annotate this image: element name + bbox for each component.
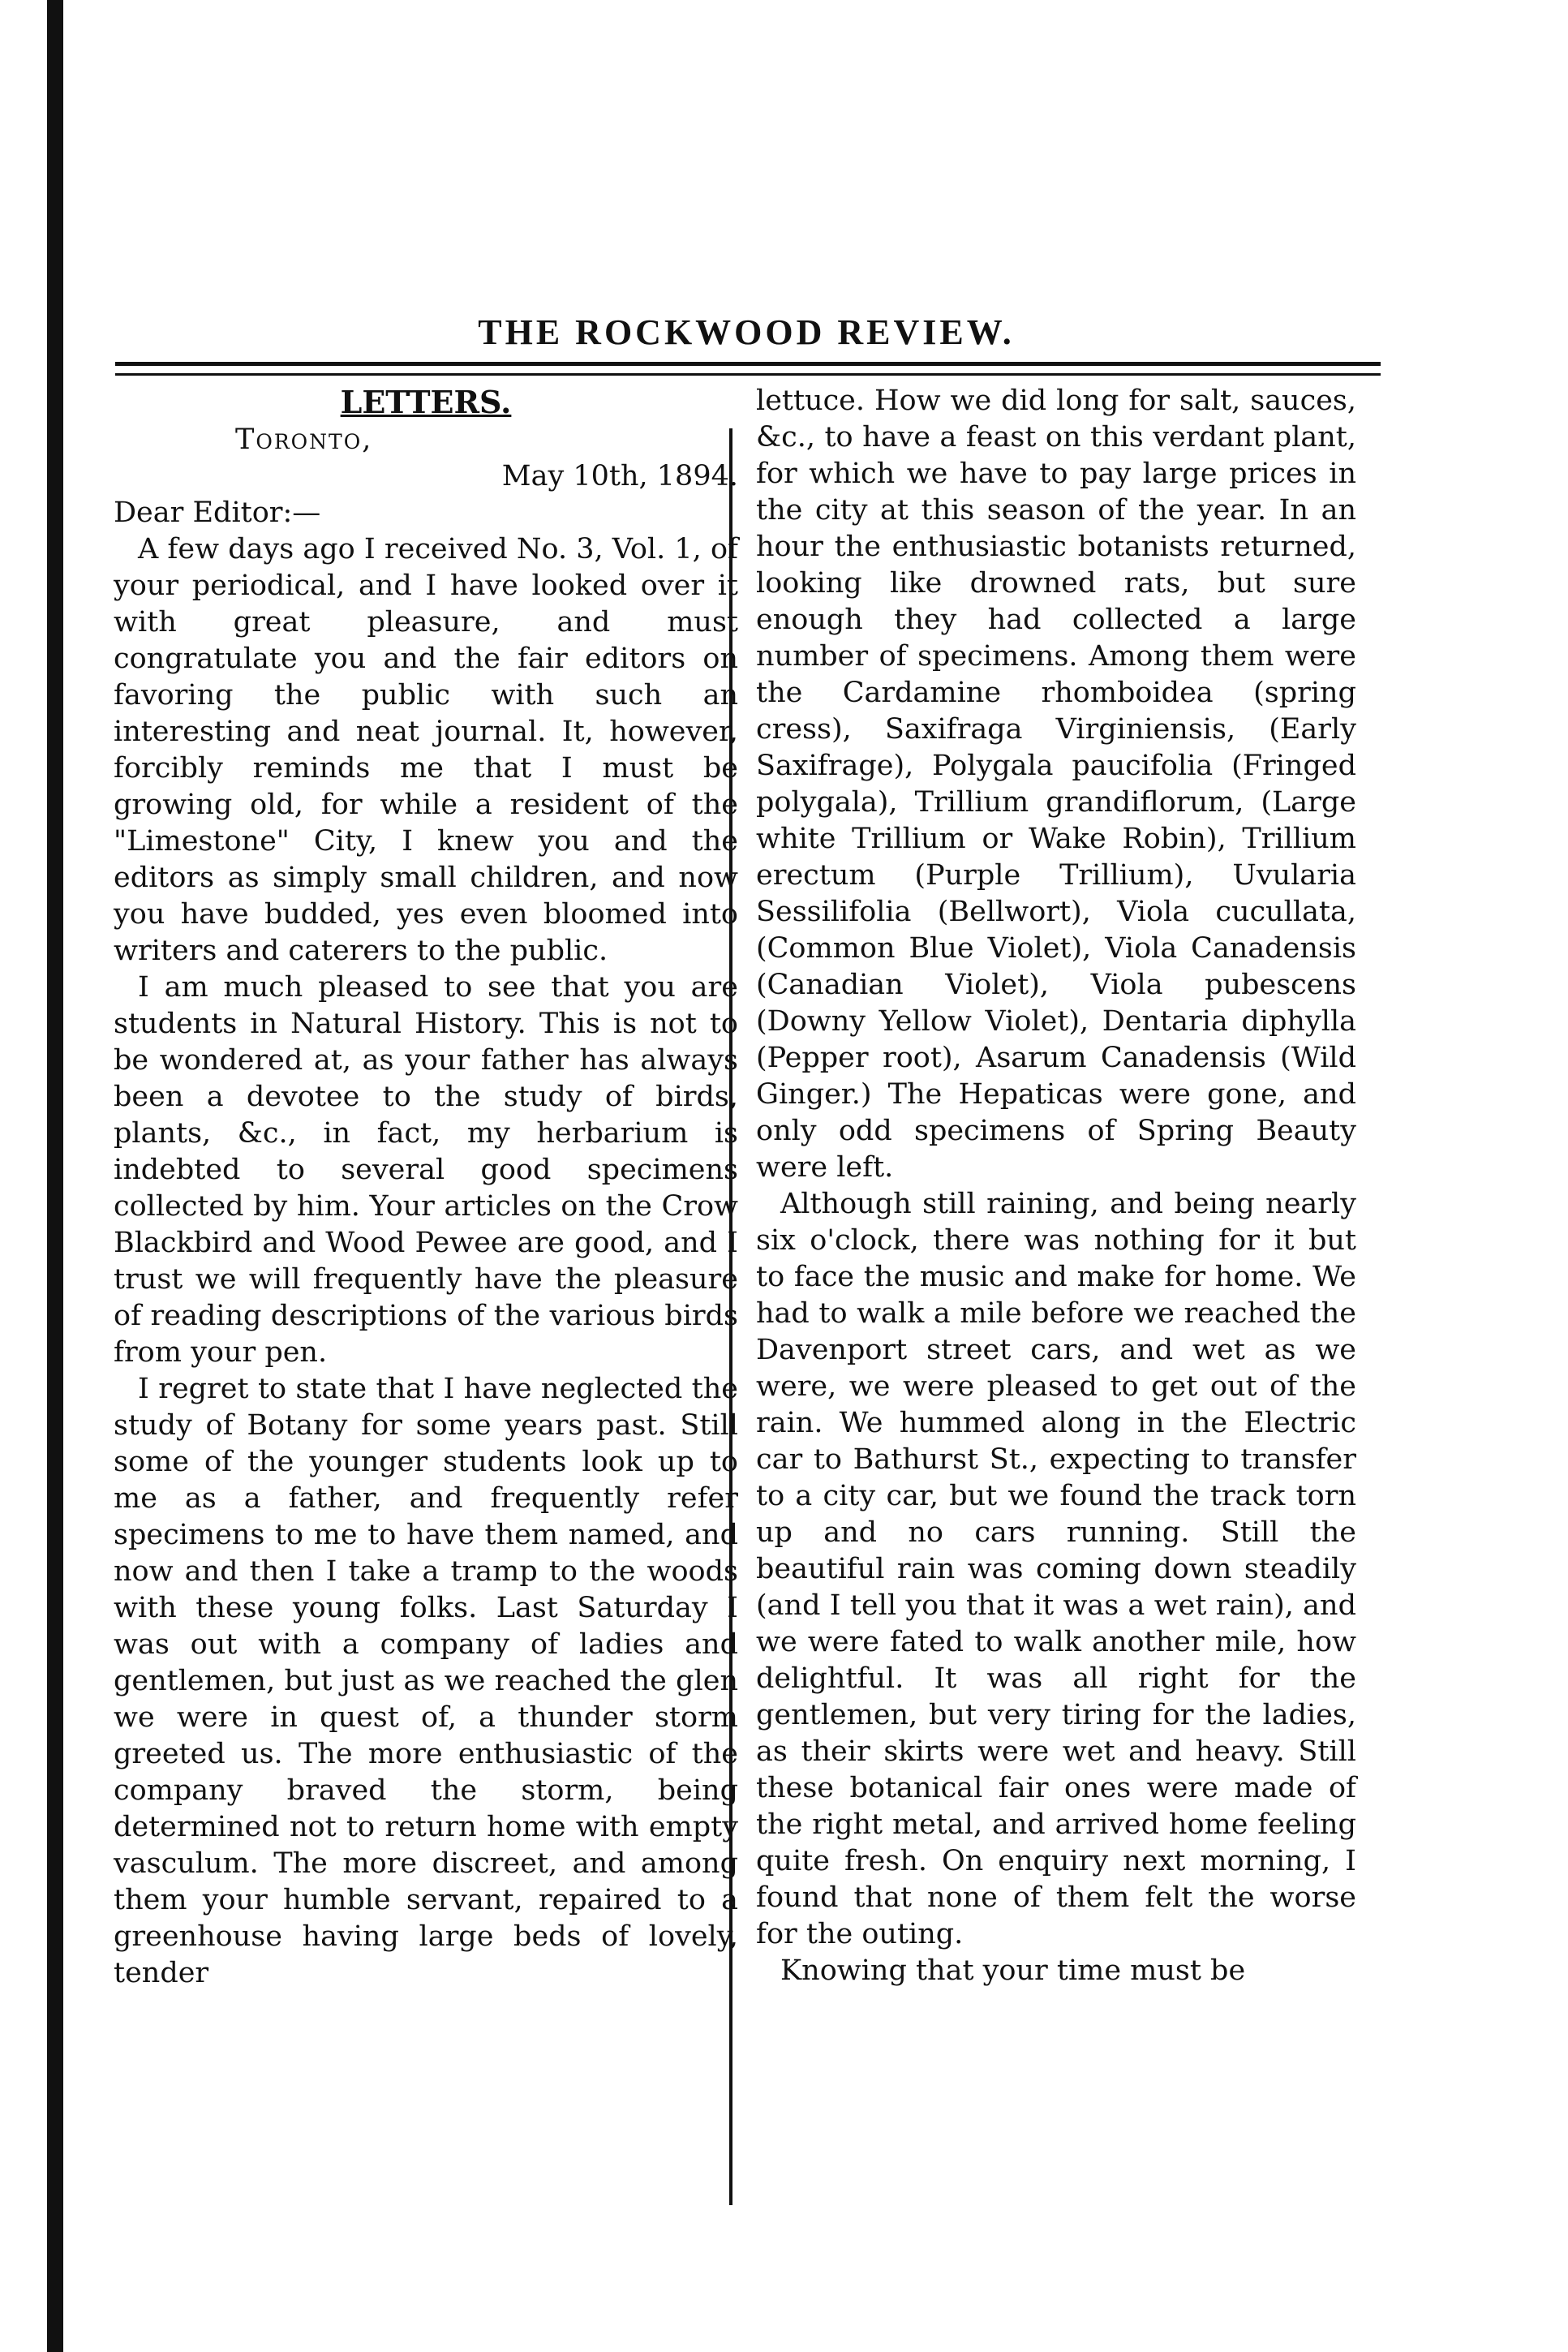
binding-edge [47, 0, 63, 2352]
paragraph-continued: lettuce. How we did long for salt, sauces, &c., to have a feast on this verdant plant, for which we have to pay large prices in the city at this season of the year. In an hour the enthusiastic botanists returned, looking like drowned rats, but sure enough they had collected a large number of specimens. Among them were the Cardamine rhomboidea (spring cress), Saxifraga Virginiensis, (Early Saxifrage), Polygala paucifolia (Fringed polygala), Trillium grandiflorum, (Large white Trillium or Wake Robin), Trillium erectum (Purple Trillium), Uvularia Sessilifolia (Bellwort), Viola cucullata, (Common Blue Violet), Viola Canadensis (Canadian Violet), Viola pubescens (Downy Yellow Violet), Dentaria diphylla (Pepper root), Asarum Canadensis (Wild Ginger.) The Hepaticas were gone, and only odd specimens of Spring Beauty were left. [756, 385, 1356, 1184]
right-column [756, 383, 1356, 1989]
paragraph: Although still raining, and being nearly six o'clock, there was nothing for it but to face the music and make for home. We had to walk a mile before we reached the Davenport street cars, and wet as we were, we were pleased to get out of the rain. We hummed along in the Electric car to Bathurst St., expecting to transfer to a city car, but we found the track torn up and no cars running. Still the beautiful rain was coming down steadily (and I tell you that it was a wet rain), and we were fated to walk another mile, how delightful. It was all right for the gentlemen, but very tiring for the ladies, as their skirts were wet and heavy. Still these botanical fair ones were made of the right metal, and arrived home feeling quite fresh. On enquiry next morning, I found that none of them felt the worse for the outing. [756, 1188, 1356, 1950]
running-head: THE ROCKWOOD REVIEW. [478, 312, 1015, 352]
letter-place: Toronto, [235, 424, 373, 456]
paragraph: I am much pleased to see that you are students in Natural History. This is not to be wondered at, as your father has always been a devotee to the study of birds, plants, &c., in fact, my herbarium is indebted to several good specimens collected by him. Your articles on the Crow Blackbird and Wood Pewee are good, and I trust we will frequently have the pleasure of reading descriptions of the various birds from your pen. [114, 971, 738, 1369]
letter-salutation: Dear Editor:— [114, 497, 321, 529]
paragraph: I regret to state that I have neglected the study of Botany for some years past. Still some of the younger students look up to me as a father, and frequently refer specimens to me to have them named, and now and then I take a tramp to the woods with these young folks. Last Saturday I was out with a company of ladies and gentlemen, but just as we reached the glen we were in quest of, a thunder storm greeted us. The more enthusiastic of the company braved the storm, being determined not to return home with empty vasculum. The more discreet, and among them your humble servant, repaired to a greenhouse having large beds of lovely, tender [114, 1373, 738, 1989]
left-column [114, 383, 738, 1992]
header-rule-thick [115, 362, 1381, 366]
header-rule-thin [115, 373, 1381, 376]
paragraph: Knowing that your time must be [780, 1954, 1246, 1987]
letter-date: May 10th, 1894. [501, 460, 738, 492]
paragraph: A few days ago I received No. 3, Vol. 1, of your periodical, and I have looked over it with great pleasure, and must congratulate you and the fair editors on favoring the public with such an interesting and neat journal. It, however, forcibly reminds me that I must be growing old, for while a resident of the "Limestone" City, I knew you and the editors as simply small children, and now you have budded, yes even bloomed into writers and caterers to the public. [114, 533, 738, 967]
section-title: LETTERS. [340, 384, 512, 420]
